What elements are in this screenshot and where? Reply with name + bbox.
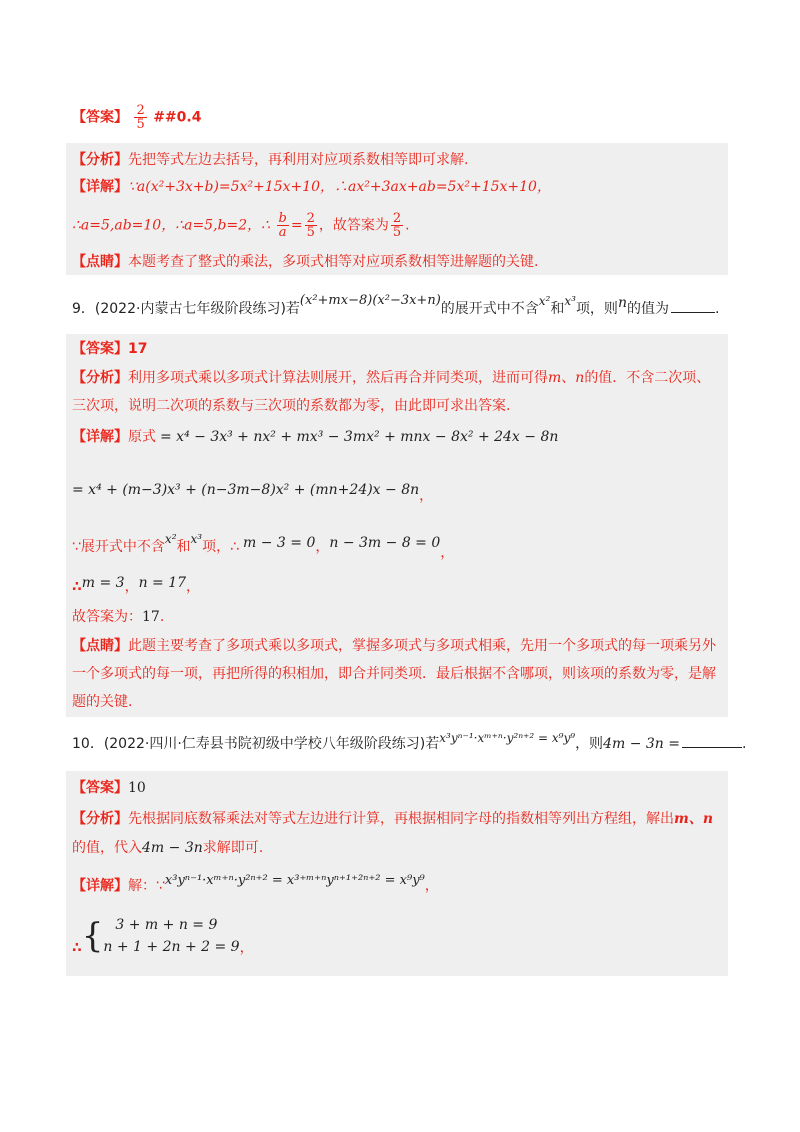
q10-equation-system: ∴{ 3 + m + n = 9 n + 1 + 2n + 2 = 9 ， [72, 916, 254, 956]
answer-label: 【答案】 [72, 109, 128, 126]
answer-blank[interactable] [671, 298, 715, 313]
answer-fraction: $\frac{2}{5}$ [136, 103, 145, 132]
q9-comment-line2: 一个多项式的每一项，再把所得的积相加，即合并同类项．最后根据不含哪项，则该项的系数为零，是解 [72, 666, 716, 682]
answer-alt: ##0.4 [153, 109, 202, 126]
q8-detail-line1: 【详解】∵a(x²+3x+b)=5x²+15x+10，∴ax²+3ax+ab=5x²+15x+10， [72, 179, 551, 195]
q9-answer: 【答案】17 [72, 341, 148, 357]
q10-detail-line1: 【详解】解：∵x³yⁿ⁻¹·xᵐ⁺ⁿ·y²ⁿ⁺² = x³⁺ᵐ⁺ⁿyⁿ⁺¹⁺²ⁿ⁺² = x⁹y⁹， [72, 873, 439, 894]
q8-detail-line2: ∴a=5,ab=10，∴a=5,b=2，∴ $\frac{b}{a}$ = $\frac{2}{5}$ ，故答案为 $\frac{2}{5}$ . [72, 211, 410, 240]
q8-answer [72, 104, 728, 131]
answer-blank[interactable] [682, 733, 742, 748]
q9-comment-line3: 题的关键. [72, 694, 133, 710]
q9-comment-line1: 【点睛】此题主要考查了多项式乘以多项式，掌握多项式与多项式相乘，先用一个多项式的每一项乘另外 [72, 638, 716, 654]
q9-stem: 9．(2022·内蒙古七年级阶段练习)若(x²+mx−8)(x²−3x+n)的展开式中不含x²和x³项，则n的值为 . [72, 293, 720, 317]
q9-conclusion: 故答案为：17. [72, 609, 165, 625]
q10-analysis-line1: 【分析】先根据同底数幂乘法对等式左边进行计算，再根据相同字母的指数相等列出方程组，解出m、n [72, 811, 713, 827]
fraction-answer: $\frac{2}{5}$ [392, 211, 402, 240]
q9-analysis-line2: 三次项，说明二次项的系数与三次项的系数都为零，由此即可求出答案. [72, 398, 511, 414]
q9-detail-line3: ∵展开式中不含x²和x³项，∴ m − 3 = 0，n − 3m − 8 = 0， [72, 532, 455, 561]
q8-analysis: 【分析】先把等式左边去括号，再利用对应项系数相等即可求解. [72, 152, 469, 168]
q9-detail-line4: ∴m = 3，n = 17， [72, 575, 201, 595]
q9-analysis-line1: 【分析】利用多项式乘以多项式计算法则展开，然后再合并同类项，进而可得m、n的值．不含二次项、 [72, 370, 711, 386]
left-brace-icon: { [81, 916, 104, 956]
fraction-b-over-a: $\frac{b}{a}$ [278, 211, 287, 240]
q10-stem: 10．(2022·四川·仁寿县书院初级中学校八年级阶段练习)若x³yⁿ⁻¹·xᵐ⁺ⁿ·y²ⁿ⁺² = x⁹y⁹，则4m − 3n = . [72, 731, 747, 752]
q9-detail-line1: 【详解】原式 = x⁴ − 3x³ + nx² + mx³ − 3mx² + mnx − 8x² + 24x − 8n [72, 429, 559, 445]
q8-comment: 【点睛】本题考查了整式的乘法，多项式相等对应项系数相等进解题的关键. [72, 254, 539, 270]
fraction-two-fifths: $\frac{2}{5}$ [306, 211, 315, 240]
q10-analysis-line2: 的值，代入4m − 3n求解即可. [72, 840, 264, 856]
q10-answer: 【答案】10 [72, 780, 146, 796]
q9-explanation-box [66, 334, 728, 717]
q9-detail-line2: = x⁴ + (m−3)x³ + (n−3m−8)x² + (mn+24)x − 8n， [72, 482, 434, 504]
